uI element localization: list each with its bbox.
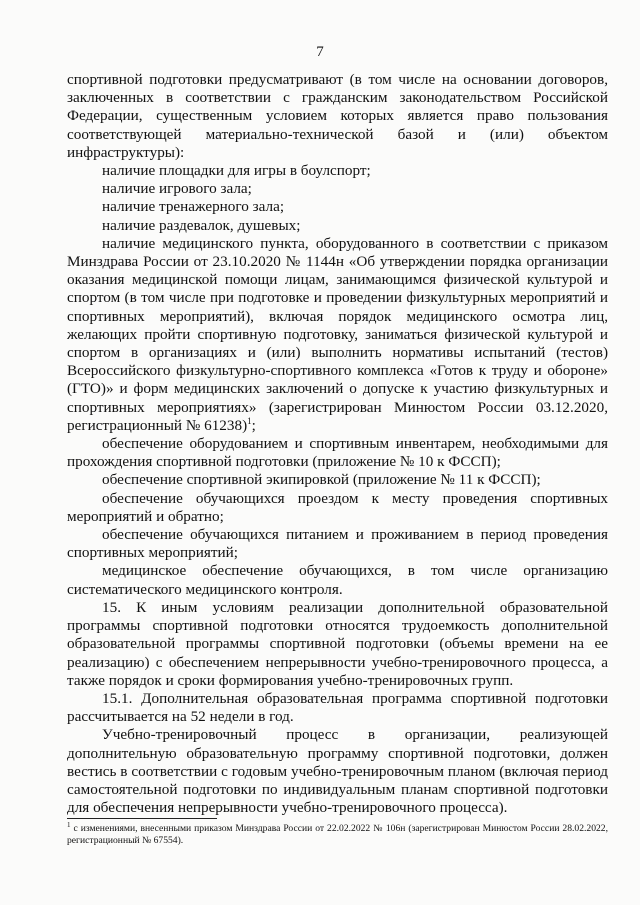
list-item-game-hall: наличие игрового зала; [102,180,252,198]
list-item-gym: наличие тренажерного зала; [102,198,285,216]
list-item-equipment: обеспечение оборудованием и спортивным инвентарем, необходимыми для прохождения спортивной подготовки (приложение № 10 к ФССП); [67,435,608,471]
page-number: 7 [316,44,324,60]
paragraph-training-process: Учебно-тренировочный процесс в организации, реализующей дополнительную образовательную программу спортивной подготовки, должен вестись в соответствии с годовым учебно-тренировочным планом (включая период самостоятельной подготовки по индивидуальным планам спортивной подготовки для обеспечения непрерывности учебно-тренировочного процесса). [67,726,608,817]
document-body [67,71,608,817]
list-item-travel: обеспечение обучающихся проездом к месту проведения спортивных мероприятий и обратно; [67,489,608,525]
medical-point-text: наличие медицинского пункта, оборудованного в соответствии с приказом Минздрава России от 23.10.2020 № 1144н «Об утверждении порядка организации оказания медицинской помощи лицам, занимающимся физической культурой и спортом (в том числе при подготовке и проведении физкультурных мероприятий и спортивных мероприятий), включая порядок медицинского осмотра лиц, желающих пройти спортивную подготовку, заниматься физической культурой и спортом в организациях и (или) выполнить нормативы испытаний (тестов) Всероссийского физкультурно-спортивного комплекса «Готов к труду и обороне» (ГТО)» и форм медицинских заключений о допуске к участию физкультурных и спортивных мероприятиях» (зарегистрирован Минюстом России 03.12.2020, регистрационный № 61238) [67,234,608,434]
list-item-food-lodging: обеспечение обучающихся питанием и проживанием в период проведения спортивных мероприятий; [67,526,608,562]
medical-point-tail: ; [251,416,256,434]
list-item-medical-support: медицинское обеспечение обучающихся, в том числе организацию систематического медицинского контроля. [67,562,608,598]
footnote-text: с изменениями, внесенными приказом Минздрава России от 22.02.2022 № 106н (зарегистрирован Минюстом России 28.02.2022, регистрационный № 67554). [67,823,608,847]
paragraph-section-15-1: 15.1. Дополнительная образовательная программа спортивной подготовки рассчитывается на 52 недели в год. [67,689,608,726]
list-item-medical-point [67,235,608,435]
list-item-bowls-court: наличие площадки для игры в боулспорт; [102,162,371,180]
list-item-sports-gear: обеспечение спортивной экипировкой (приложение № 11 к ФССП); [102,471,541,489]
paragraph-section-15: 15. К иным условиям реализации дополнительной образовательной программы спортивной подготовки относятся трудоемкость дополнительной образовательной программы спортивной подготовки (объемы времени на ее реализацию) с обеспечением непрерывности учебно-тренировочного процесса, а также порядок и сроки формирования учебно-тренировочных групп. [67,598,608,689]
paragraph-intro-continuation: спортивной подготовки предусматривают (в том числе на основании договоров, заключенных в соответствии с гражданским законодательством Российской Федерации, существенным условием которых является право пользования соответствующей материально-технической базой и (или) объектом инфраструктуры): [67,71,608,161]
footnote-marker: 1 [67,820,71,829]
footnote [67,820,608,848]
footnote-reference: 1 [247,415,252,426]
list-item-changing-rooms: наличие раздевалок, душевых; [102,216,301,234]
footnote-divider [67,818,217,819]
